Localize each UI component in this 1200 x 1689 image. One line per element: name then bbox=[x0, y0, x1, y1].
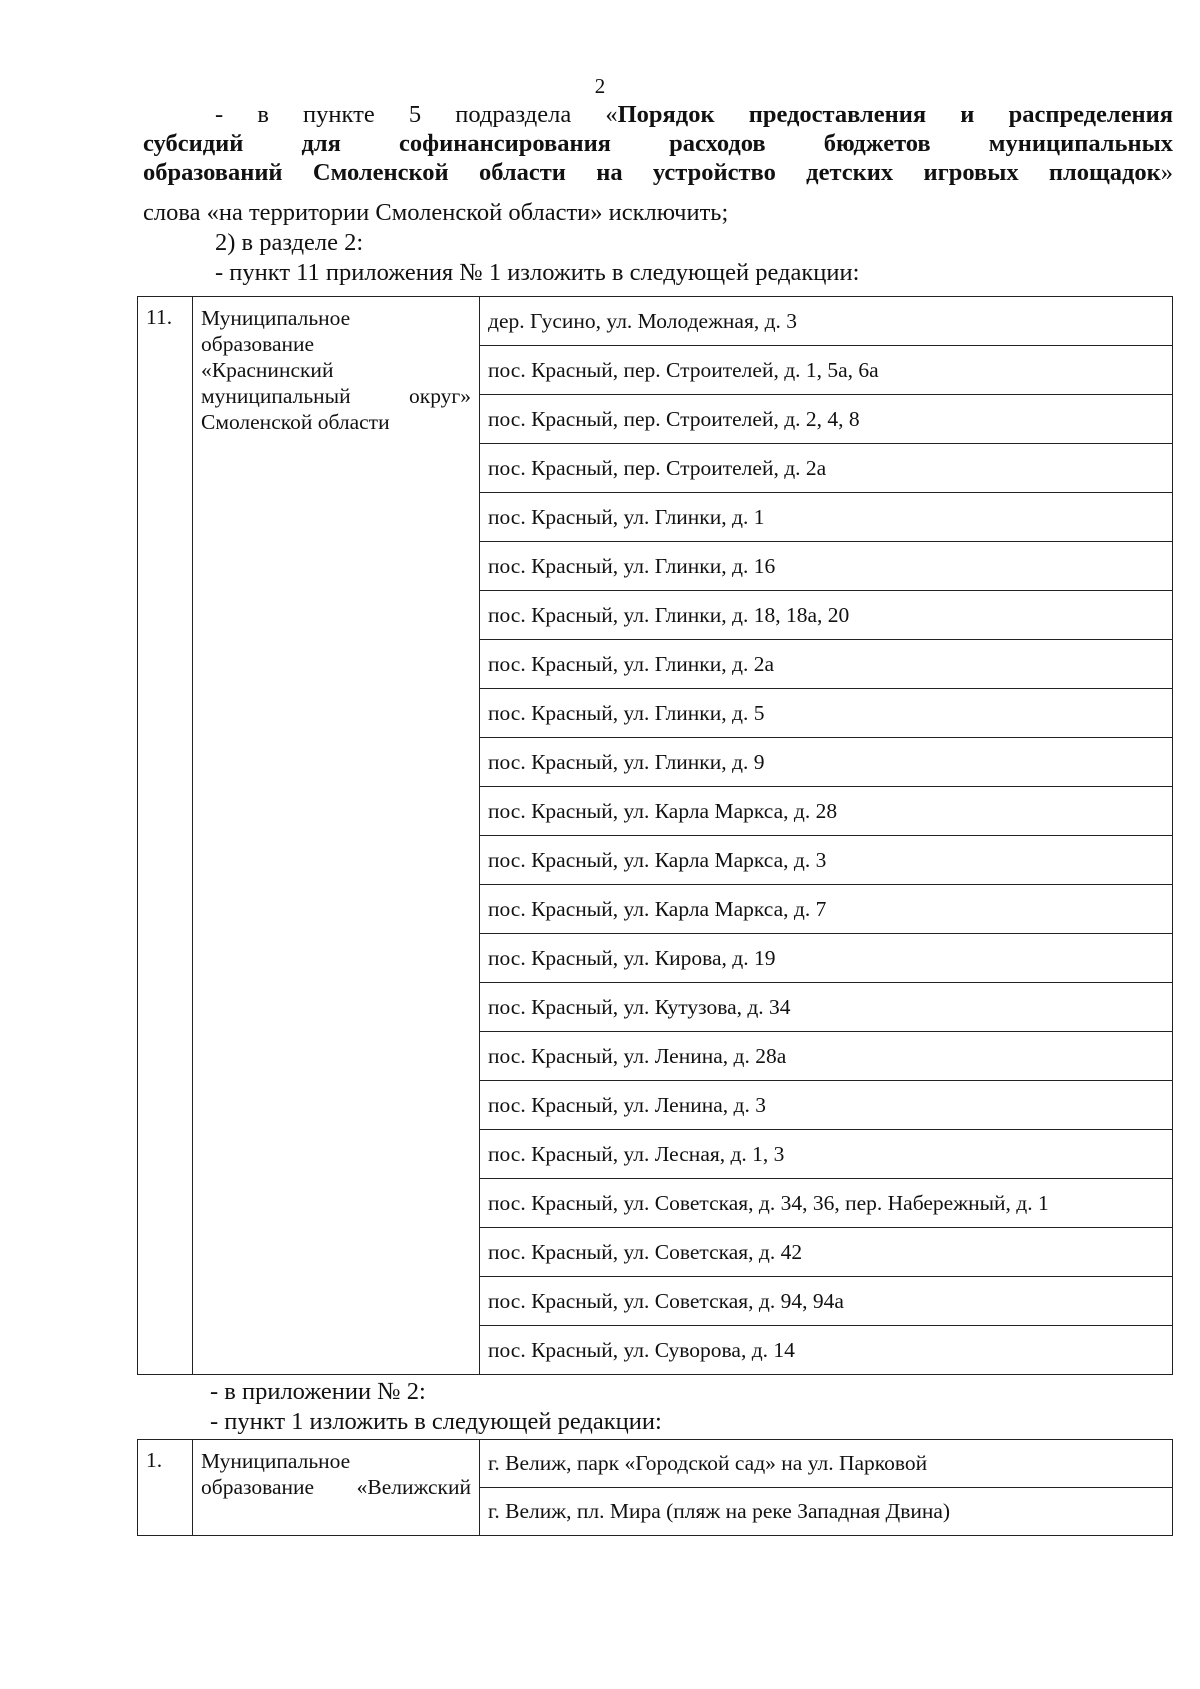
org-line: Муниципальное bbox=[201, 1449, 351, 1473]
org-word: округ» bbox=[409, 384, 471, 408]
address-cell: пос. Красный, ул. Глинки, д. 16 bbox=[480, 542, 1173, 591]
address-cell: пос. Красный, ул. Советская, д. 42 bbox=[480, 1228, 1173, 1277]
address-cell: г. Велиж, парк «Городской сад» на ул. Парковой bbox=[480, 1440, 1173, 1488]
org-line: Муниципальное bbox=[201, 306, 351, 330]
intro-line-4: слова «на территории Смоленской области» исключить; bbox=[143, 199, 729, 226]
intro-line-3: образований Смоленской области на устройство детских игровых площадок» bbox=[143, 159, 1173, 186]
address-cell: пос. Красный, пер. Строителей, д. 1, 5а, 6а bbox=[480, 346, 1173, 395]
address-cell: пос. Красный, ул. Карла Маркса, д. 28 bbox=[480, 787, 1173, 836]
address-cell: дер. Гусино, ул. Молодежная, д. 3 bbox=[480, 297, 1173, 346]
address-cell: пос. Красный, пер. Строителей, д. 2, 4, 8 bbox=[480, 395, 1173, 444]
point-1-intro: - пункт 1 изложить в следующей редакции: bbox=[210, 1408, 662, 1435]
point-11-intro: - пункт 11 приложения № 1 изложить в следующей редакции: bbox=[215, 259, 860, 286]
address-cell: пос. Красный, ул. Кутузова, д. 34 bbox=[480, 983, 1173, 1032]
address-cell: пос. Красный, ул. Суворова, д. 14 bbox=[480, 1326, 1173, 1375]
municipality-name bbox=[193, 1440, 480, 1536]
address-cell: пос. Красный, ул. Глинки, д. 9 bbox=[480, 738, 1173, 787]
item-number: 1. bbox=[138, 1440, 193, 1536]
org-line: Смоленской области bbox=[201, 410, 390, 434]
intro-paragraph bbox=[143, 100, 1173, 187]
address-cell: пос. Красный, пер. Строителей, д. 2а bbox=[480, 444, 1173, 493]
appendix-2-intro: - в приложении № 2: bbox=[210, 1378, 426, 1405]
org-word: «Велижский bbox=[356, 1475, 471, 1499]
section-2-heading: 2) в разделе 2: bbox=[215, 229, 364, 256]
address-cell: пос. Красный, ул. Глинки, д. 5 bbox=[480, 689, 1173, 738]
address-cell: пос. Красный, ул. Глинки, д. 2а bbox=[480, 640, 1173, 689]
address-cell: пос. Красный, ул. Ленина, д. 28а bbox=[480, 1032, 1173, 1081]
org-word: образование bbox=[201, 1475, 315, 1499]
address-cell: пос. Красный, ул. Глинки, д. 18, 18а, 20 bbox=[480, 591, 1173, 640]
address-cell: г. Велиж, пл. Мира (пляж на реке Западная Двина) bbox=[480, 1488, 1173, 1536]
org-line bbox=[201, 1474, 471, 1500]
org-line: образование bbox=[201, 332, 315, 356]
org-line bbox=[201, 383, 471, 409]
address-cell: пос. Красный, ул. Кирова, д. 19 bbox=[480, 934, 1173, 983]
appendix-1-table bbox=[137, 296, 1173, 1375]
address-cell: пос. Красный, ул. Глинки, д. 1 bbox=[480, 493, 1173, 542]
address-cell: пос. Красный, ул. Карла Маркса, д. 3 bbox=[480, 836, 1173, 885]
address-cell: пос. Красный, ул. Ленина, д. 3 bbox=[480, 1081, 1173, 1130]
intro-line-2: субсидий для софинансирования расходов бюджетов муниципальных bbox=[143, 130, 1173, 157]
appendix-2-table bbox=[137, 1439, 1173, 1536]
table-row bbox=[138, 1440, 1173, 1488]
address-cell: пос. Красный, ул. Карла Маркса, д. 7 bbox=[480, 885, 1173, 934]
address-cell: пос. Красный, ул. Советская, д. 94, 94а bbox=[480, 1277, 1173, 1326]
table-row bbox=[138, 297, 1173, 346]
org-word: муниципальный bbox=[201, 384, 351, 408]
org-line: «Краснинский bbox=[201, 358, 334, 382]
intro-line-1: - в пункте 5 подраздела «Порядок предоставления и распределения bbox=[215, 101, 1173, 128]
address-cell: пос. Красный, ул. Лесная, д. 1, 3 bbox=[480, 1130, 1173, 1179]
page-number: 2 bbox=[594, 74, 606, 98]
municipality-name bbox=[193, 297, 480, 1375]
address-cell: пос. Красный, ул. Советская, д. 34, 36, пер. Набережный, д. 1 bbox=[480, 1179, 1173, 1228]
item-number: 11. bbox=[138, 297, 193, 1375]
